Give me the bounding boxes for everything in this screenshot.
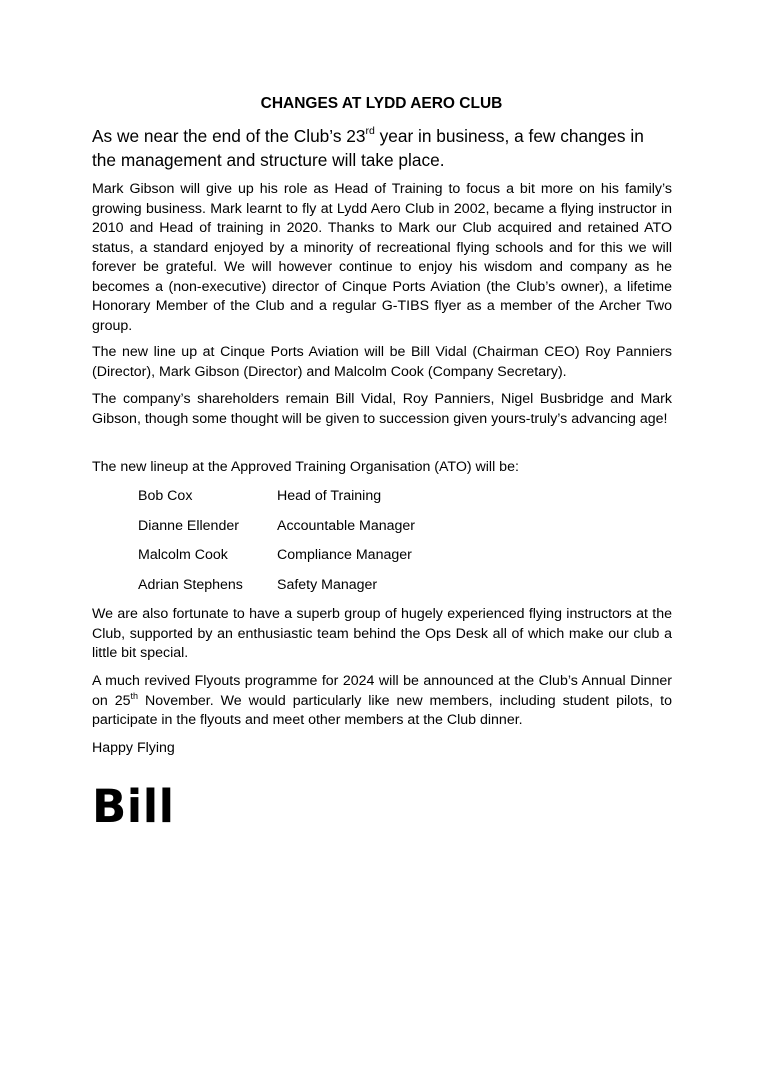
ato-role: Head of Training (277, 488, 382, 504)
flyouts-text-1: A much revived Flyouts programme for 2024 will be announced at the Club’s Annual Dinner on 25 (92, 673, 672, 709)
intro-ordinal-suffix: rd (365, 125, 375, 137)
paragraph-flyouts (92, 672, 672, 731)
paragraph-shareholders: The company’s shareholders remain Bill Vidal, Roy Panniers, Nigel Busbridge and Mark Gibson, though some thought will be given to succession given yours-truly’s advancing age! (92, 391, 672, 427)
paragraph-cinque-ports-lineup: The new line up at Cinque Ports Aviation will be Bill Vidal (Chairman CEO) Roy Panniers (Director), Mark Gibson (Director) and Malcolm Cook (Company Secretary). (92, 344, 672, 380)
paragraph-instructors: We are also fortunate to have a superb group of hugely experienced flying instructors at the Club, supported by an enthusiastic team behind the Ops Desk all of which make our club a little bit special. (92, 606, 672, 661)
ato-name: Dianne Ellender (138, 517, 239, 534)
intro-text-2: year in business, a few changes in the management and structure will take place. (92, 126, 644, 170)
paragraph-ato-intro: The new lineup at the Approved Training Organisation (ATO) will be: (92, 459, 519, 475)
ato-role: Safety Manager (277, 576, 378, 593)
paragraph-sign-off: Happy Flying (92, 740, 175, 756)
ato-name: Adrian Stephens (138, 576, 243, 593)
flyouts-ordinal-suffix: th (130, 690, 139, 701)
signature: Bill (92, 780, 175, 833)
paragraph-head-of-training: Mark Gibson will give up his role as Head of Training to focus a bit more on his family’s growing business. Mark learnt to fly at Lydd Aero Club in 2002, became a flying instructor in 2010 and Head of training in 2020. Thanks to Mark our Club acquired and retained ATO status, a standard enjoyed by a minority of recreational flying schools and for this we will forever be grateful. We will however continue to enjoy his wisdom and company as he becomes a (non-executive) director of Cinque Ports Aviation (the Club’s owner), a lifetime Honorary Member of the Club and a regular G-TIBS flyer as a member of the Archer Two group. (92, 181, 672, 334)
ato-role: Compliance Manager (277, 547, 412, 563)
intro-paragraph (92, 124, 672, 172)
ato-role: Accountable Manager (277, 517, 416, 534)
flyouts-text-2: November. We would particularly like new members, including student pilots, to participate in the flyouts and meet other members at the Club dinner. (92, 692, 672, 728)
ato-name: Malcolm Cook (138, 547, 228, 563)
ato-name: Bob Cox (138, 488, 193, 504)
page-title: CHANGES AT LYDD AERO CLUB (260, 95, 503, 112)
intro-text-1: As we near the end of the Club’s 23 (92, 126, 366, 146)
